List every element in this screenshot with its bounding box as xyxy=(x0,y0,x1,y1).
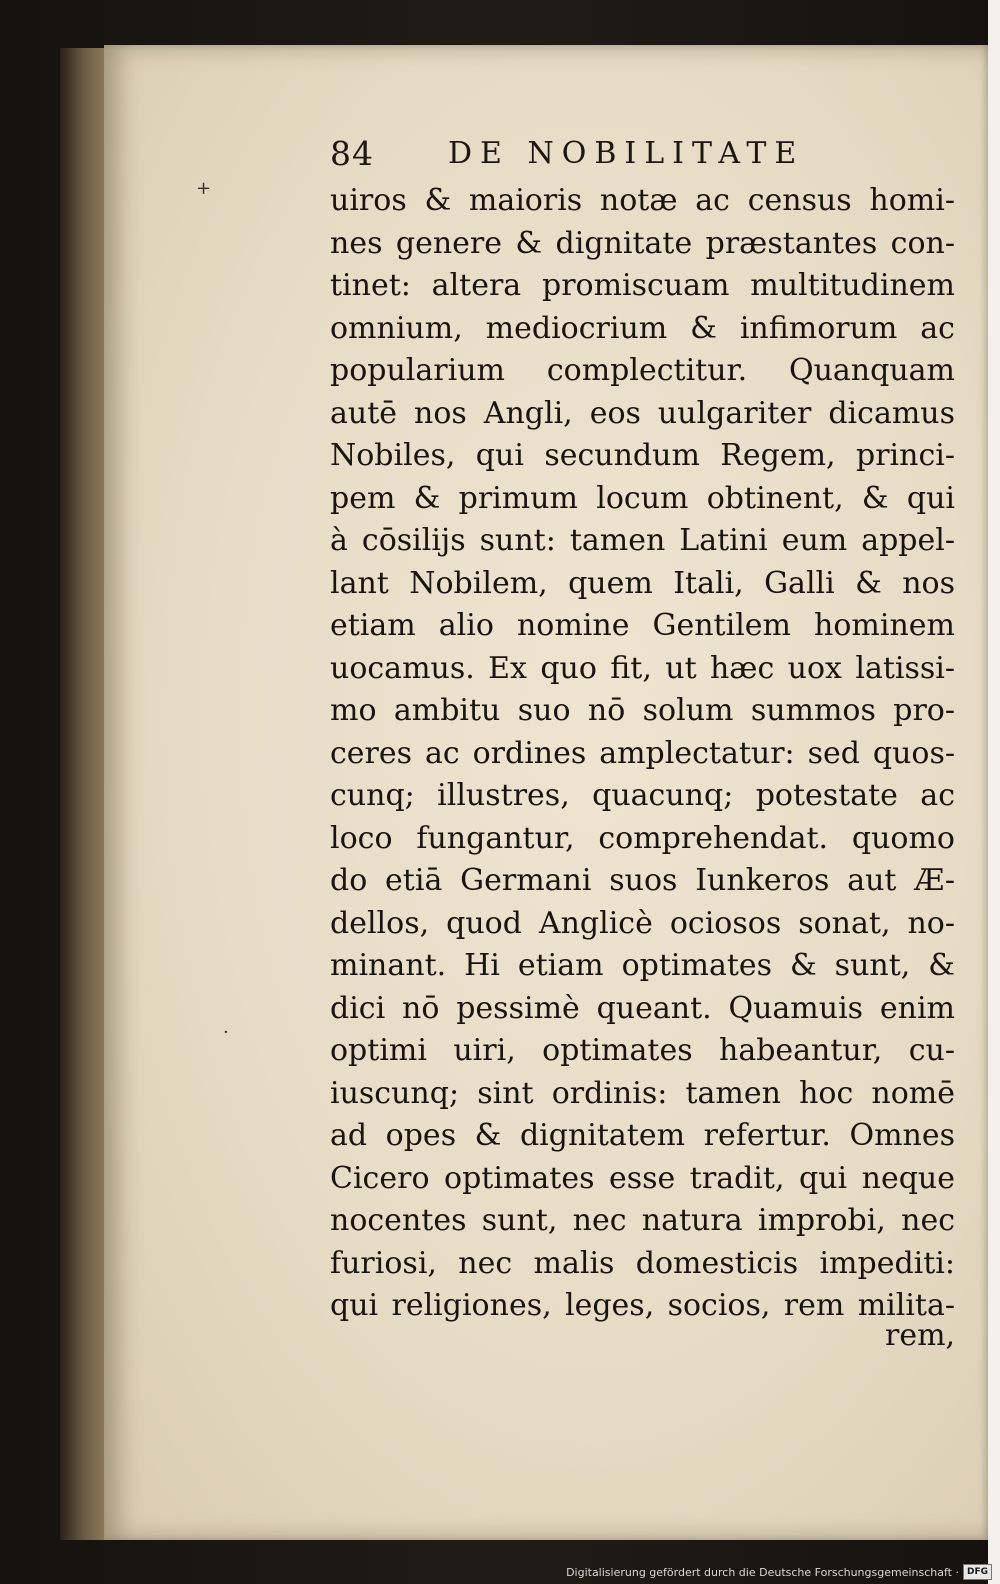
text-line: popularium complectitur. Quanquam xyxy=(330,353,955,388)
text-line: omnium, mediocrium & infimorum ac xyxy=(330,310,955,346)
text-line: loco fungantur, comprehendat. quomo xyxy=(330,820,955,856)
text-line: qui religiones, leges, socios, rem milita- xyxy=(330,1288,955,1323)
margin-dot: + xyxy=(196,178,212,199)
text-line: do etiā Germani suos Iunkeros aut Æ- xyxy=(330,863,955,898)
text-line: mo ambitu suo nō solum summos pro- xyxy=(330,693,955,728)
body-text xyxy=(330,180,955,1328)
page-header xyxy=(330,132,950,176)
text-line: lant Nobilem, quem Itali, Galli & nos xyxy=(330,565,955,601)
text-line: pem & primum locum obtinent, & qui xyxy=(330,480,955,516)
text-line: etiam alio nomine Gentilem hominem xyxy=(330,608,955,643)
text-line: Nobiles, qui secundum Regem, princi- xyxy=(330,438,955,473)
text-line: furiosi, nec malis domesticis impediti: xyxy=(330,1245,955,1281)
text-line: nes genere & dignitate præstantes con- xyxy=(330,225,955,261)
catchword: rem, xyxy=(885,1318,956,1353)
text-line: iuscunq; sint ordinis: tamen hoc nomē xyxy=(330,1075,955,1111)
running-head: DE NOBILITATE xyxy=(448,136,805,171)
text-line: tinet: altera promiscuam multitudinem xyxy=(330,268,955,303)
text-line: minant. Hi etiam optimates & sunt, & xyxy=(330,948,955,983)
text-line: autē nos Angli, eos uulgariter dicamus xyxy=(330,395,955,431)
text-line: cunq; illustres, quacunq; potestate ac xyxy=(330,778,955,813)
text-line: ceres ac ordines amplectatur: sed quos- xyxy=(330,735,955,771)
text-line: optimi uiri, optimates habeantur, cu- xyxy=(330,1033,955,1068)
dfg-logo: DFG xyxy=(963,1564,992,1580)
text-line: uocamus. Ex quo fit, ut hæc uox latissi- xyxy=(330,650,955,686)
text-line: nocentes sunt, nec natura improbi, nec xyxy=(330,1203,955,1238)
scan-border xyxy=(988,0,1000,1584)
digitization-credit xyxy=(566,1562,992,1582)
text-line: dici nō pessimè queant. Quamuis enim xyxy=(330,990,955,1026)
text-line: uiros & maioris notæ ac census homi- xyxy=(330,183,955,218)
folio-number: 84 xyxy=(330,134,374,173)
text-line: à cōsilijs sunt: tamen Latini eum appel- xyxy=(330,523,955,558)
margin-dot: · xyxy=(223,1022,229,1043)
text-line: ad opes & dignitatem refertur. Omnes xyxy=(330,1118,955,1153)
text-line: dellos, quod Anglicè ociosos sonat, no- xyxy=(330,905,955,941)
text-line: Cicero optimates esse tradit, qui neque xyxy=(330,1160,955,1196)
credit-text: Digitalisierung gefördert durch die Deutsche Forschungsgemeinschaft · xyxy=(566,1565,959,1579)
